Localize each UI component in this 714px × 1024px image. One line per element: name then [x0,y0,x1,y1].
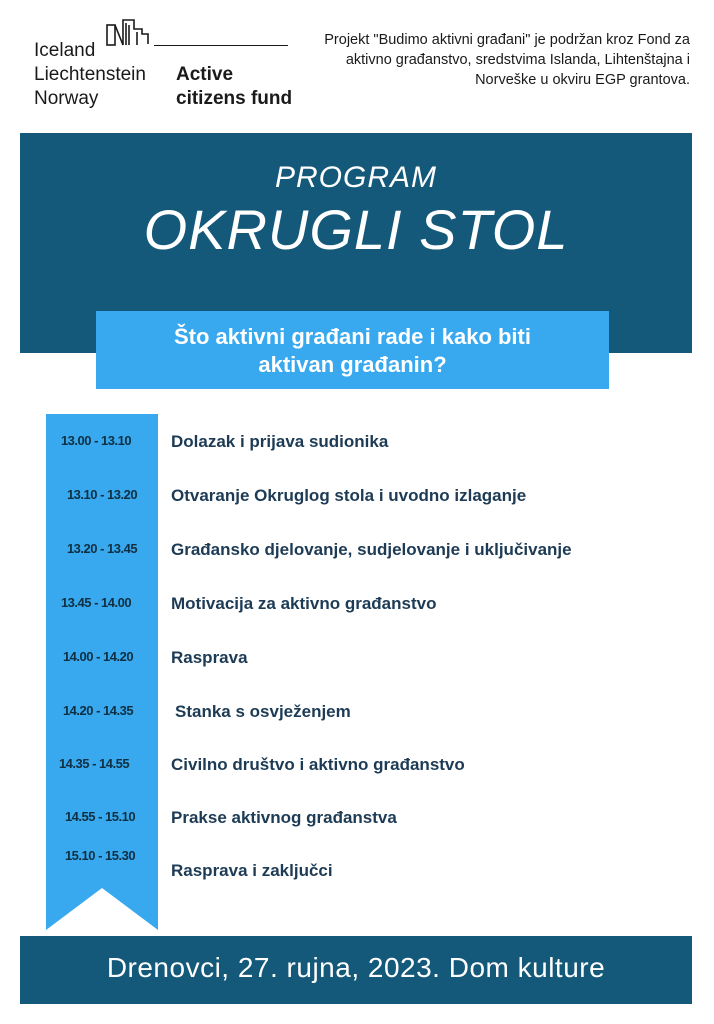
activity: Stanka s osvježenjem [175,702,351,721]
logo-country: Liechtenstein [34,64,146,85]
time-slot: 15.10 - 15.30 [64,848,136,863]
time-slot: 14.20 - 14.35 [62,703,134,718]
activity: Dolazak i prijava sudionika [171,432,389,451]
funding-note: Projekt "Budimo aktivni građani" je podržan kroz Fond za aktivno građanstvo, sredstvima Islanda, Lihtenštajna i Norveške u okviru EGP grantova. [324,32,690,88]
activity: Otvaranje Okruglog stola i uvodno izlaganje [171,486,527,505]
time-slot: 13.00 - 13.10 [60,433,132,448]
activity: Građansko djelovanje, sudjelovanje i uključivanje [171,540,572,559]
main-title: OKRUGLI STOL [143,198,569,261]
time-slot: 13.20 - 13.45 [66,541,138,556]
time-slot: 13.45 - 14.00 [60,595,132,610]
logo-divider [154,45,288,46]
logo-fund-line: Active [176,64,234,85]
activity: Civilno društvo i aktivno građanstvo [171,755,465,774]
logo-country: Iceland [34,40,96,61]
subtitle [96,323,609,379]
subtitle-line: Što aktivni građani rade i kako biti [174,324,531,349]
activity: Rasprava i zaključci [171,861,333,880]
time-slot: 13.10 - 13.20 [66,487,138,502]
timeline-ribbon [46,414,158,934]
activity: Motivacija za aktivno građanstvo [171,594,437,613]
footer-band [20,936,692,1004]
time-slot: 14.35 - 14.55 [58,756,130,771]
logo-fund-line: citizens fund [176,88,293,109]
program-label: PROGRAM [274,161,437,194]
logo-country: Norway [34,88,99,109]
logo-fund-name [176,63,292,111]
activity: Prakse aktivnog građanstva [171,808,397,827]
subtitle-banner [96,311,609,389]
logo-countries [34,39,146,111]
eea-grants-logo [34,14,294,109]
subtitle-line: aktivan građanin? [258,352,447,377]
activity: Rasprava [171,648,248,667]
event-location-date: Drenovci, 27. rujna, 2023. Dom kulture [106,952,606,983]
time-slot: 14.55 - 15.10 [64,809,136,824]
time-slot: 14.00 - 14.20 [62,649,134,664]
